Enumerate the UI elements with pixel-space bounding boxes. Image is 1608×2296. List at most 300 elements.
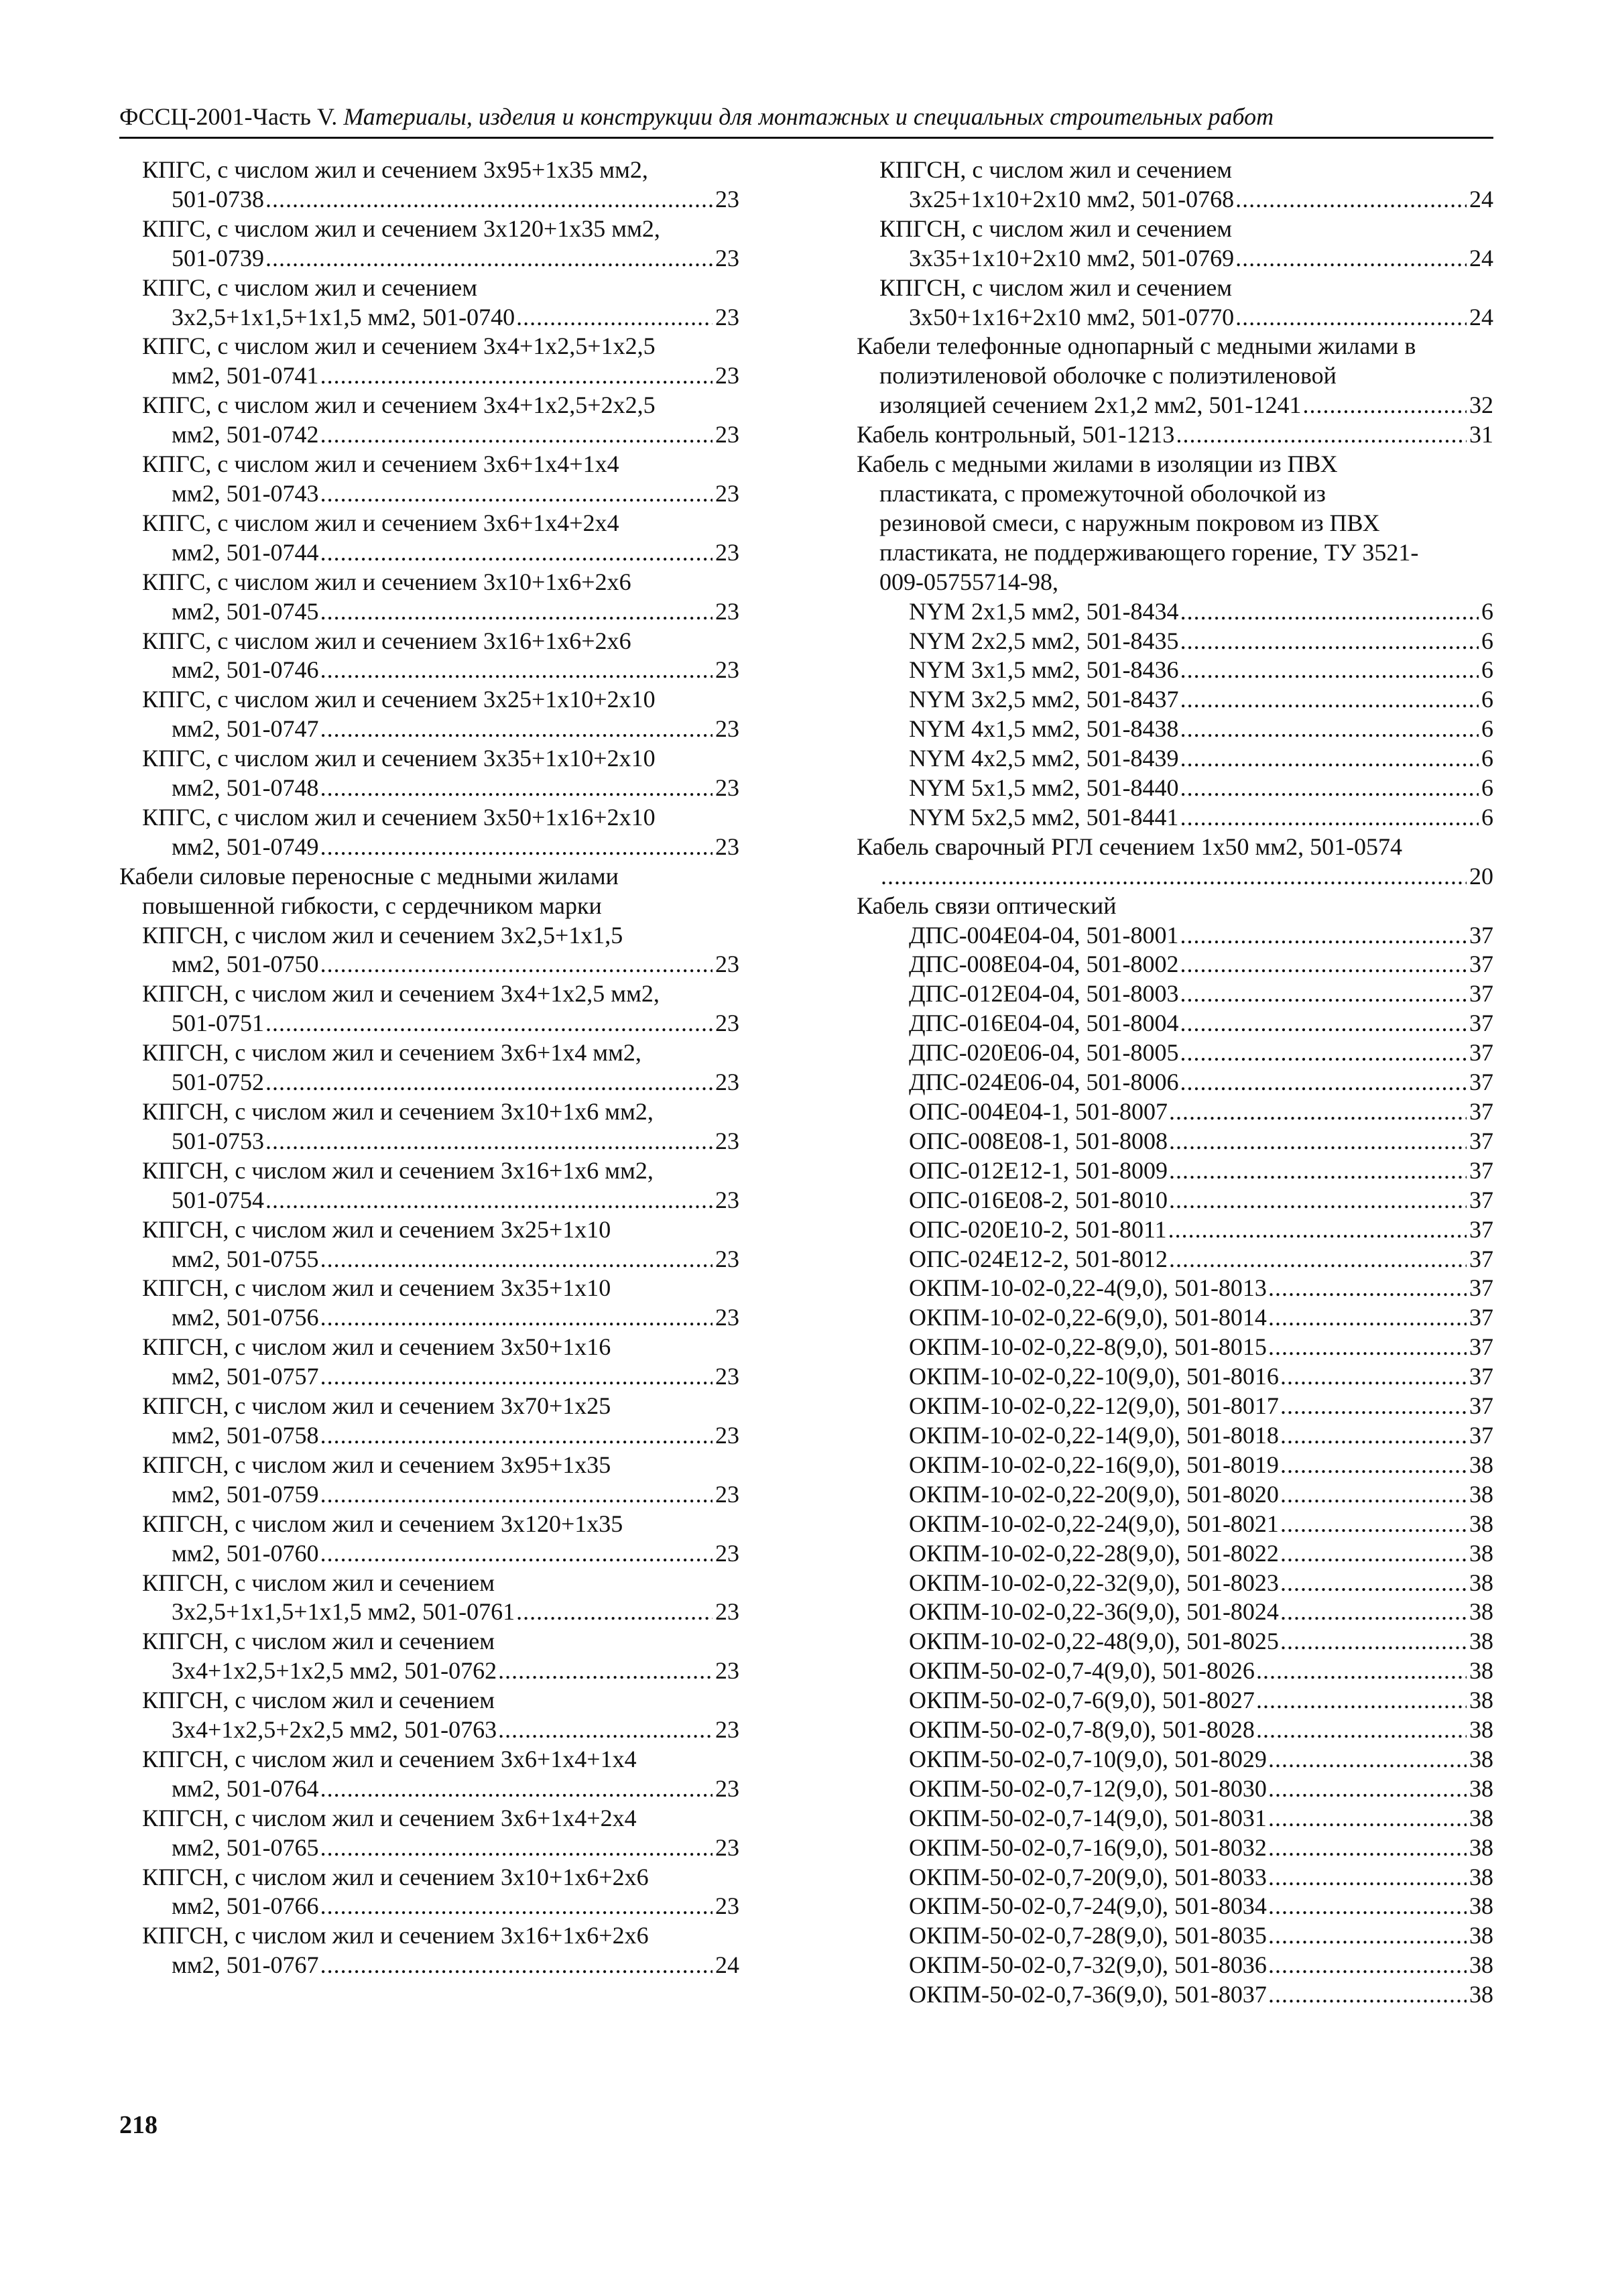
index-entry-text: Кабели силовые переносные с медными жилами bbox=[119, 862, 619, 890]
index-entry-line bbox=[857, 1833, 1493, 1863]
index-entry-line bbox=[119, 1245, 739, 1274]
index-entry bbox=[857, 950, 1493, 979]
index-entry-line bbox=[119, 420, 739, 450]
index-entry-text: 009-05755714-98, bbox=[879, 568, 1058, 595]
index-entry-line bbox=[119, 862, 739, 892]
dot-leader bbox=[320, 1892, 713, 1921]
index-entry bbox=[857, 274, 1493, 333]
index-entry-text: 501-0753 bbox=[172, 1127, 264, 1154]
index-page-ref: 23 bbox=[715, 1186, 739, 1213]
index-entry-text: Кабель связи оптический bbox=[857, 892, 1117, 919]
index-page-ref: 6 bbox=[1481, 745, 1493, 772]
index-page-ref: 37 bbox=[1469, 1186, 1493, 1213]
index-entry-line bbox=[119, 1362, 739, 1392]
index-entry-text: КПГС, с числом жил и сечением bbox=[142, 274, 477, 301]
index-entry-text: КПГСН, с числом жил и сечением 3x50+1x16 bbox=[142, 1333, 611, 1361]
index-entry bbox=[119, 1451, 739, 1510]
index-entry-line bbox=[119, 1480, 739, 1510]
index-entry-text: 501-0752 bbox=[172, 1069, 264, 1096]
index-entry-line bbox=[857, 1863, 1493, 1892]
index-entry-line bbox=[857, 1951, 1493, 1980]
index-page-ref: 6 bbox=[1481, 715, 1493, 743]
index-page-ref: 24 bbox=[1469, 185, 1493, 213]
index-entry bbox=[857, 1038, 1493, 1068]
index-entry-line bbox=[119, 391, 739, 420]
index-entry-text: ОКПМ-10-02-0,22-20(9,0), 501-8020 bbox=[909, 1480, 1279, 1508]
dot-leader bbox=[320, 1245, 713, 1274]
index-entry-text: резиновой смеси, с наружным покровом из ПВХ bbox=[879, 509, 1380, 536]
index-entry-text: КПГСН, с числом жил и сечением 3x6+1x4+2x4 bbox=[142, 1804, 637, 1831]
index-entry-line bbox=[119, 892, 739, 921]
index-entry-text: Кабель сварочный РГЛ сечением 1x50 мм2, 501-0574 bbox=[857, 833, 1403, 860]
index-entry-line bbox=[119, 156, 739, 185]
index-entry bbox=[119, 803, 739, 862]
index-page-ref: 38 bbox=[1469, 1863, 1493, 1890]
index-entry-text: ОКПМ-50-02-0,7-10(9,0), 501-8029 bbox=[909, 1745, 1267, 1772]
index-entry bbox=[857, 1745, 1493, 1774]
dot-leader bbox=[1180, 1038, 1467, 1068]
index-entry bbox=[857, 1863, 1493, 1892]
index-page-ref: 24 bbox=[1469, 244, 1493, 271]
dot-leader bbox=[1268, 1980, 1467, 2010]
index-entry-text: КПГС, с числом жил и сечением 3x25+1x10+2x10 bbox=[142, 686, 656, 713]
index-entry bbox=[119, 1921, 739, 1980]
index-page-ref: 37 bbox=[1469, 1333, 1493, 1361]
index-page-ref: 23 bbox=[715, 1774, 739, 1802]
dot-leader bbox=[498, 1656, 713, 1686]
index-page-ref: 38 bbox=[1469, 1833, 1493, 1861]
index-entry bbox=[857, 774, 1493, 803]
index-entry-text: NYM 3x1,5 мм2, 501-8436 bbox=[909, 656, 1179, 684]
index-page-ref: 23 bbox=[715, 833, 739, 860]
dot-leader bbox=[1280, 1392, 1467, 1421]
index-entry-line bbox=[119, 1686, 739, 1715]
index-page-ref: 23 bbox=[715, 715, 739, 743]
index-entry bbox=[119, 744, 739, 803]
index-entry-line bbox=[119, 1303, 739, 1333]
header-series: ФССЦ-2001-Часть V. bbox=[119, 103, 338, 130]
index-page-ref: 37 bbox=[1469, 1215, 1493, 1243]
index-entry bbox=[119, 1038, 739, 1097]
index-entry-text: КПГС, с числом жил и сечением 3x35+1x10+2x10 bbox=[142, 745, 656, 772]
index-entry bbox=[119, 274, 739, 333]
index-entry-text: ОКПМ-50-02-0,7-24(9,0), 501-8034 bbox=[909, 1892, 1267, 1920]
index-entry-line bbox=[857, 950, 1493, 979]
index-entry-line bbox=[857, 1892, 1493, 1921]
index-page-ref: 23 bbox=[715, 656, 739, 684]
index-entry-text: NYM 5x2,5 мм2, 501-8441 bbox=[909, 803, 1179, 831]
dot-leader bbox=[1180, 1009, 1467, 1038]
dot-leader bbox=[265, 1009, 713, 1038]
index-entry-text: ОКПМ-50-02-0,7-4(9,0), 501-8026 bbox=[909, 1657, 1255, 1685]
index-page-ref: 23 bbox=[715, 362, 739, 389]
index-entry-text: ОКПМ-50-02-0,7-36(9,0), 501-8037 bbox=[909, 1981, 1267, 2008]
index-entry-text: мм2, 501-0745 bbox=[172, 597, 319, 625]
index-entry-text: 3x2,5+1x1,5+1x1,5 мм2, 501-0761 bbox=[172, 1598, 515, 1626]
index-entry-line bbox=[857, 1362, 1493, 1392]
dot-leader bbox=[1268, 1863, 1467, 1892]
index-entry bbox=[857, 1127, 1493, 1156]
index-entry-line bbox=[119, 303, 739, 333]
dot-leader bbox=[320, 597, 713, 627]
index-page-ref: 23 bbox=[715, 1304, 739, 1331]
index-entry-text: КПГСН, с числом жил и сечением 3x4+1x2,5 мм2, bbox=[142, 980, 660, 1008]
index-entry bbox=[119, 1510, 739, 1569]
index-entry-text: Кабель с медными жилами в изоляции из ПВХ bbox=[857, 450, 1338, 478]
index-entry-text: КПГСН, с числом жил и сечением 3x2,5+1x1,5 bbox=[142, 921, 623, 949]
index-entry bbox=[119, 568, 739, 627]
index-entry-text: 3x4+1x2,5+2x2,5 мм2, 501-0763 bbox=[172, 1716, 497, 1744]
index-entry-line bbox=[857, 361, 1493, 391]
index-entry bbox=[857, 979, 1493, 1009]
dot-leader bbox=[516, 303, 713, 333]
dot-leader bbox=[1280, 1627, 1467, 1656]
index-entry-text: мм2, 501-0767 bbox=[172, 1951, 319, 1979]
index-entry bbox=[857, 685, 1493, 715]
index-page-ref: 37 bbox=[1469, 1421, 1493, 1449]
dot-leader bbox=[498, 1715, 713, 1745]
index-entry-text: NYM 2x2,5 мм2, 501-8435 bbox=[909, 627, 1179, 654]
index-entry-line bbox=[857, 803, 1493, 833]
index-entry-text: мм2, 501-0744 bbox=[172, 538, 319, 566]
index-entry-line bbox=[857, 1038, 1493, 1068]
index-page-ref: 38 bbox=[1469, 1598, 1493, 1626]
index-entry bbox=[119, 685, 739, 744]
index-entry bbox=[857, 1597, 1493, 1627]
index-entry-line bbox=[119, 538, 739, 568]
dot-leader bbox=[1280, 1480, 1467, 1510]
index-entry-text: NYM 5x1,5 мм2, 501-8440 bbox=[909, 774, 1179, 802]
index-page-ref: 23 bbox=[715, 774, 739, 802]
running-header bbox=[119, 102, 1493, 131]
index-page-ref: 23 bbox=[715, 1010, 739, 1037]
dot-leader bbox=[320, 420, 713, 450]
index-entry bbox=[857, 1833, 1493, 1863]
index-entry bbox=[119, 1097, 739, 1156]
index-entry bbox=[119, 627, 739, 686]
index-entry-line bbox=[119, 1274, 739, 1303]
dot-leader bbox=[1180, 744, 1479, 774]
dot-leader bbox=[320, 1951, 713, 1980]
dot-leader bbox=[1268, 1892, 1467, 1921]
index-page-ref: 23 bbox=[715, 1716, 739, 1744]
dot-leader bbox=[320, 361, 713, 391]
index-page-ref: 38 bbox=[1469, 1657, 1493, 1685]
dot-leader bbox=[1280, 1510, 1467, 1539]
index-entry bbox=[857, 715, 1493, 744]
index-entry-text: NYM 3x2,5 мм2, 501-8437 bbox=[909, 686, 1179, 713]
index-entry-line bbox=[119, 833, 739, 862]
index-entry bbox=[119, 979, 739, 1038]
index-page-ref: 38 bbox=[1469, 1539, 1493, 1567]
index-page-ref: 23 bbox=[715, 1069, 739, 1096]
index-entry-line bbox=[857, 391, 1493, 420]
index-entry-line bbox=[119, 803, 739, 833]
index-entry-text: КПГСН, с числом жил и сечением 3x16+1x6+2x6 bbox=[142, 1922, 649, 1949]
index-entry-text: ОКПМ-50-02-0,7-6(9,0), 501-8027 bbox=[909, 1687, 1255, 1714]
dot-leader bbox=[320, 1480, 713, 1510]
index-entry-line bbox=[119, 979, 739, 1009]
index-entry-line bbox=[119, 332, 739, 361]
index-entry bbox=[857, 921, 1493, 951]
index-entry-text: мм2, 501-0742 bbox=[172, 421, 319, 448]
index-entry-line bbox=[119, 1215, 739, 1245]
index-entry-text: ОКПМ-10-02-0,22-36(9,0), 501-8024 bbox=[909, 1598, 1279, 1626]
index-entry-text: пластиката, с промежуточной оболочкой из bbox=[879, 479, 1326, 507]
index-entry bbox=[857, 1068, 1493, 1097]
index-page-ref: 23 bbox=[715, 479, 739, 507]
index-entry-line bbox=[857, 715, 1493, 744]
index-entry-line bbox=[119, 1392, 739, 1421]
index-page-ref: 23 bbox=[715, 1598, 739, 1626]
index-entry-line bbox=[119, 685, 739, 715]
index-entry-line bbox=[857, 862, 1493, 892]
dot-leader bbox=[1268, 1804, 1467, 1833]
dot-leader bbox=[320, 538, 713, 568]
index-entry bbox=[119, 1686, 739, 1745]
index-entry bbox=[857, 1451, 1493, 1480]
dot-leader bbox=[1169, 1156, 1467, 1186]
dot-leader bbox=[1303, 391, 1467, 420]
dot-leader bbox=[1180, 597, 1479, 627]
dot-leader bbox=[1169, 1245, 1467, 1274]
index-entry-text: мм2, 501-0766 bbox=[172, 1892, 319, 1920]
index-entry bbox=[857, 597, 1493, 627]
index-entry bbox=[857, 656, 1493, 685]
index-entry-text: повышенной гибкости, с сердечником марки bbox=[142, 892, 602, 919]
index-entry-text: КПГСН, с числом жил и сечением bbox=[879, 274, 1232, 301]
index-entry-text: ОКПМ-10-02-0,22-10(9,0), 501-8016 bbox=[909, 1363, 1279, 1390]
dot-leader bbox=[1180, 950, 1467, 979]
dot-leader bbox=[1235, 244, 1467, 274]
index-page-ref: 38 bbox=[1469, 1480, 1493, 1508]
index-entry bbox=[857, 332, 1493, 420]
index-entry-line bbox=[119, 597, 739, 627]
index-column-left bbox=[119, 156, 739, 1980]
index-entry-text: ОКПМ-10-02-0,22-4(9,0), 501-8013 bbox=[909, 1274, 1267, 1302]
dot-leader bbox=[1268, 1951, 1467, 1980]
index-entry-text: 501-0739 bbox=[172, 244, 264, 271]
index-entry-line bbox=[857, 1686, 1493, 1715]
index-page-ref: 23 bbox=[715, 1245, 739, 1272]
index-entry-text: КПГС, с числом жил и сечением 3x6+1x4+2x4 bbox=[142, 509, 619, 536]
index-entry-line bbox=[857, 1333, 1493, 1362]
index-entry-text: ДПС-020Е06-04, 501-8005 bbox=[909, 1039, 1179, 1067]
index-entry bbox=[119, 156, 739, 215]
dot-leader bbox=[1256, 1715, 1467, 1745]
index-entry-text: ОКПМ-10-02-0,22-6(9,0), 501-8014 bbox=[909, 1304, 1267, 1331]
index-entry-line bbox=[119, 1627, 739, 1656]
index-entry bbox=[857, 803, 1493, 833]
index-entry-line bbox=[857, 1127, 1493, 1156]
index-entry bbox=[119, 509, 739, 568]
index-entry-text: ДПС-012Е04-04, 501-8003 bbox=[909, 980, 1179, 1008]
index-entry-line bbox=[857, 1392, 1493, 1421]
dot-leader bbox=[320, 656, 713, 685]
index-entry-line bbox=[857, 597, 1493, 627]
index-entry-text: ОКПМ-50-02-0,7-32(9,0), 501-8036 bbox=[909, 1951, 1267, 1979]
index-page-ref: 37 bbox=[1469, 1392, 1493, 1420]
index-entry bbox=[119, 1392, 739, 1451]
index-entry-text: ОКПМ-10-02-0,22-28(9,0), 501-8022 bbox=[909, 1539, 1279, 1567]
index-entry-line bbox=[119, 1451, 739, 1480]
dot-leader bbox=[1180, 715, 1479, 744]
index-entry bbox=[857, 450, 1493, 597]
index-entry-line bbox=[857, 627, 1493, 656]
index-entry-text: 3x2,5+1x1,5+1x1,5 мм2, 501-0740 bbox=[172, 303, 515, 330]
index-entry-text: пластиката, не поддерживающего горение, ТУ 3521- bbox=[879, 538, 1419, 566]
index-entry-line bbox=[857, 1980, 1493, 2010]
index-page-ref: 38 bbox=[1469, 1774, 1493, 1802]
index-entry-text: ОКПМ-10-02-0,22-24(9,0), 501-8021 bbox=[909, 1510, 1279, 1537]
index-entry-text: NYM 4x1,5 мм2, 501-8438 bbox=[909, 715, 1179, 743]
index-entry-text: ОКПМ-50-02-0,7-16(9,0), 501-8032 bbox=[909, 1833, 1267, 1861]
dot-leader bbox=[1268, 1774, 1467, 1804]
index-page-ref: 23 bbox=[715, 951, 739, 978]
index-entry bbox=[857, 1097, 1493, 1127]
index-entry-text: ОКПМ-50-02-0,7-28(9,0), 501-8035 bbox=[909, 1922, 1267, 1949]
index-entry-text: мм2, 501-0756 bbox=[172, 1304, 319, 1331]
index-page-ref: 38 bbox=[1469, 1628, 1493, 1655]
index-entry-line bbox=[119, 1921, 739, 1951]
index-page-ref: 23 bbox=[715, 421, 739, 448]
index-entry-text: ОПС-004Е04-1, 501-8007 bbox=[909, 1098, 1168, 1125]
dot-leader bbox=[1235, 185, 1467, 215]
index-page-ref: 37 bbox=[1469, 980, 1493, 1008]
index-page-ref: 20 bbox=[1469, 862, 1493, 890]
dot-leader bbox=[320, 1362, 713, 1392]
index-entry bbox=[119, 1156, 739, 1215]
index-entry bbox=[857, 1569, 1493, 1598]
index-entry-text: 501-0754 bbox=[172, 1186, 264, 1213]
index-page-ref: 38 bbox=[1469, 1892, 1493, 1920]
index-entry-line bbox=[857, 1921, 1493, 1951]
index-entry-line bbox=[119, 774, 739, 803]
index-entry-line bbox=[857, 979, 1493, 1009]
index-entry-line bbox=[857, 921, 1493, 951]
index-entry bbox=[857, 1951, 1493, 1980]
index-entry-line bbox=[857, 1715, 1493, 1745]
index-entry-text: КПГС, с числом жил и сечением 3x16+1x6+2x6 bbox=[142, 627, 631, 654]
index-entry bbox=[119, 921, 739, 980]
dot-leader bbox=[320, 715, 713, 744]
index-entry-line bbox=[119, 1156, 739, 1186]
index-entry-line bbox=[857, 1068, 1493, 1097]
index-entry bbox=[857, 420, 1493, 450]
index-column-right bbox=[857, 156, 1493, 2010]
index-entry-text: 3x4+1x2,5+1x2,5 мм2, 501-0762 bbox=[172, 1657, 497, 1685]
dot-leader bbox=[320, 479, 713, 509]
index-page-ref: 23 bbox=[715, 1363, 739, 1390]
index-entry-text: 3x25+1x10+2x10 мм2, 501-0768 bbox=[909, 185, 1235, 213]
index-entry-text: Кабели телефонные однопарный с медными жилами в bbox=[857, 333, 1416, 360]
index-page-ref: 6 bbox=[1481, 627, 1493, 654]
index-page-ref: 38 bbox=[1469, 1804, 1493, 1831]
index-page-ref: 38 bbox=[1469, 1687, 1493, 1714]
index-entry-line bbox=[857, 1510, 1493, 1539]
index-entry-text: мм2, 501-0741 bbox=[172, 362, 319, 389]
dot-leader bbox=[1268, 1333, 1467, 1362]
index-entry-text: ОКПМ-10-02-0,22-14(9,0), 501-8018 bbox=[909, 1421, 1279, 1449]
index-entry-line bbox=[857, 274, 1493, 303]
dot-leader bbox=[1280, 1539, 1467, 1569]
index-entry-text: мм2, 501-0765 bbox=[172, 1833, 319, 1861]
index-entry-text: КПГС, с числом жил и сечением 3x50+1x16+2x10 bbox=[142, 803, 656, 831]
index-entry-line bbox=[857, 303, 1493, 333]
index-page-ref: 37 bbox=[1469, 1363, 1493, 1390]
index-entry-text: КПГСН, с числом жил и сечением 3x10+1x6+2x6 bbox=[142, 1863, 649, 1890]
index-page-ref: 23 bbox=[715, 244, 739, 271]
index-page-ref: 23 bbox=[715, 1480, 739, 1508]
index-entry bbox=[857, 1274, 1493, 1303]
index-entry-text: мм2, 501-0743 bbox=[172, 479, 319, 507]
index-entry bbox=[857, 1156, 1493, 1186]
index-entry-text: КПГС, с числом жил и сечением 3x4+1x2,5+1x2,5 bbox=[142, 333, 656, 360]
index-entry-text: ДПС-024Е06-04, 501-8006 bbox=[909, 1069, 1179, 1096]
index-entry-line bbox=[119, 450, 739, 479]
index-entry-text: КПГСН, с числом жил и сечением 3x70+1x25 bbox=[142, 1392, 611, 1420]
index-entry-line bbox=[857, 1480, 1493, 1510]
index-entry-line bbox=[857, 774, 1493, 803]
dot-leader bbox=[1235, 303, 1467, 333]
dot-leader bbox=[1169, 1127, 1467, 1156]
index-entry-line bbox=[857, 1009, 1493, 1038]
dot-leader bbox=[1256, 1656, 1467, 1686]
index-entry-text: КПГСН, с числом жил и сечением bbox=[879, 156, 1232, 183]
index-entry bbox=[857, 1892, 1493, 1921]
dot-leader bbox=[1180, 627, 1479, 656]
index-entry-line bbox=[857, 1451, 1493, 1480]
index-entry-line bbox=[119, 744, 739, 774]
index-page-ref: 37 bbox=[1469, 1245, 1493, 1272]
index-entry-line bbox=[119, 185, 739, 215]
index-entry-text: ДПС-004Е04-04, 501-8001 bbox=[909, 921, 1179, 949]
dot-leader bbox=[1268, 1303, 1467, 1333]
index-entry-text: мм2, 501-0764 bbox=[172, 1774, 319, 1802]
index-entry-text: КПГС, с числом жил и сечением 3x95+1x35 мм2, bbox=[142, 156, 648, 183]
index-entry-line bbox=[857, 244, 1493, 274]
index-page-ref: 23 bbox=[715, 1539, 739, 1567]
index-entry-line bbox=[857, 1804, 1493, 1833]
index-page-ref: 37 bbox=[1469, 1156, 1493, 1184]
index-entry-text: КПГСН, с числом жил и сечением 3x95+1x35 bbox=[142, 1451, 611, 1478]
index-page-ref: 6 bbox=[1481, 774, 1493, 802]
index-entry-text: мм2, 501-0758 bbox=[172, 1421, 319, 1449]
index-entry-line bbox=[119, 1421, 739, 1451]
index-entry bbox=[119, 1274, 739, 1333]
index-entry-line bbox=[857, 156, 1493, 185]
index-page-ref: 37 bbox=[1469, 1039, 1493, 1067]
dot-leader bbox=[1169, 1186, 1467, 1215]
index-page-ref: 6 bbox=[1481, 686, 1493, 713]
index-page-ref: 23 bbox=[715, 538, 739, 566]
index-entry-line bbox=[857, 1215, 1493, 1245]
index-entry-line bbox=[857, 1745, 1493, 1774]
index-page-ref: 38 bbox=[1469, 1716, 1493, 1744]
dot-leader bbox=[1180, 656, 1479, 685]
index-entry bbox=[857, 1539, 1493, 1569]
index-page-ref: 23 bbox=[715, 1421, 739, 1449]
page-number: 218 bbox=[119, 2111, 158, 2139]
dot-leader bbox=[1180, 979, 1467, 1009]
index-entry-text: ОПС-020Е10-2, 501-8011 bbox=[909, 1215, 1167, 1243]
index-entry-text: ОКПМ-50-02-0,7-20(9,0), 501-8033 bbox=[909, 1863, 1267, 1890]
index-entry-line bbox=[119, 1009, 739, 1038]
dot-leader bbox=[1268, 1921, 1467, 1951]
dot-leader bbox=[1180, 921, 1467, 951]
index-page-ref: 37 bbox=[1469, 1274, 1493, 1302]
index-entry bbox=[857, 1186, 1493, 1215]
